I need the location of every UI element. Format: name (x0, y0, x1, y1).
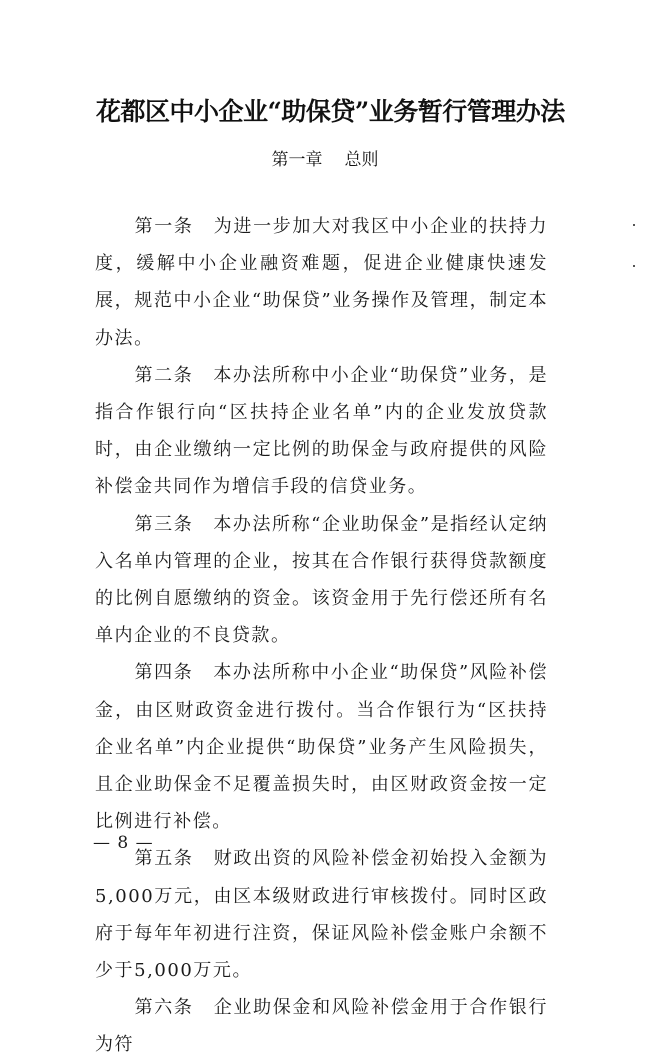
chapter-heading (0, 148, 650, 172)
article-5 (95, 840, 548, 989)
article-text: 为进一步加大对我区中小企业的扶持力度，缓解中小企业融资难题，促进企业健康快速发展，规范中小企业“助保贷”业务操作及管理，制定本办法。 (95, 216, 548, 349)
document-title: 花都区中小企业“助保贷”业务暂行管理办法 (96, 96, 565, 126)
scan-speck (633, 224, 635, 226)
article-4 (95, 654, 548, 840)
document-body (95, 208, 548, 1064)
article-text: 本办法所称“企业助保金”是指经认定纳入名单内管理的企业，按其在合作银行获得贷款额度的比例自愿缴纳的资金。该资金用于先行偿还所有名单内企业的不良贷款。 (95, 513, 548, 647)
chapter-name: 总则 (344, 150, 379, 170)
article-number: 第二条 (134, 364, 194, 386)
article-number: 第六条 (134, 997, 194, 1019)
article-text: 财政出资的风险补偿金初始投入金额为5,000万元，由区本级财政进行审核拨付。同时区政府于每年年初进行注资，保证风险补偿金账户余额不少于5,000万元。 (95, 848, 548, 982)
article-number: 第四条 (134, 662, 194, 684)
page-number: — 8 — (93, 833, 154, 853)
article-number: 第三条 (134, 513, 194, 535)
article-text: 本办法所称中小企业“助保贷”风险补偿金，由区财政资金进行拨付。当合作银行为“区扶持企业名单”内企业提供“助保贷”业务产生风险损失，且企业助保金不足覆盖损失时，由区财政资金按一定比例进行补偿。 (95, 662, 548, 833)
article-1 (95, 208, 548, 357)
chapter-number: 第一章 (271, 150, 323, 170)
article-number: 第五条 (134, 848, 194, 870)
article-6 (95, 989, 548, 1063)
article-3 (95, 506, 548, 655)
article-2 (95, 357, 548, 506)
article-text: 企业助保金和风险补偿金用于合作银行为符 (95, 997, 548, 1056)
article-number: 第一条 (134, 216, 194, 237)
article-text: 本办法所称中小企业“助保贷”业务，是指合作银行向“区扶持企业名单”内的企业发放贷款时，由企业缴纳一定比例的助保金与政府提供的风险补偿金共同作为增信手段的信贷业务。 (95, 364, 548, 498)
scan-speck (633, 265, 635, 267)
